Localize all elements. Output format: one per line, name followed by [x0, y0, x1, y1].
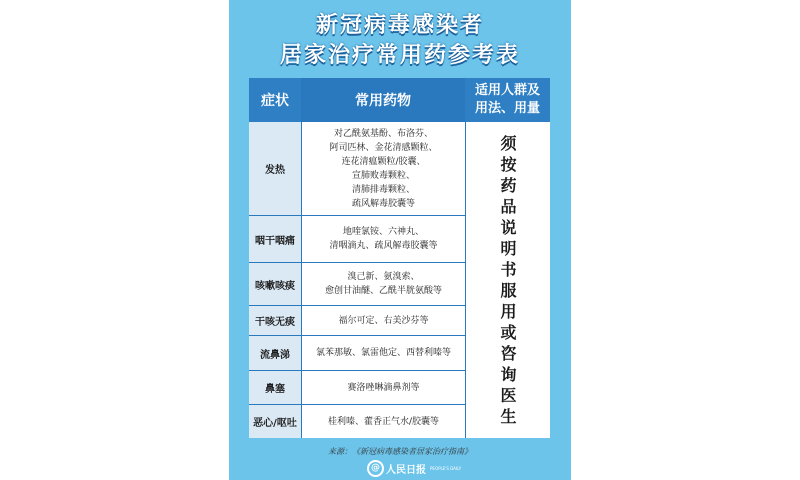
- source-note: 来源：《新冠病毒感染者居家治疗指南》: [328, 447, 472, 456]
- usage-cell: [465, 122, 551, 438]
- logo-subtitle: PEOPLE'S DAILY: [430, 465, 462, 471]
- header-usage-line2: 用法、用量: [474, 101, 540, 116]
- poster: [229, 0, 571, 480]
- symptom-cell: 干咳无痰: [249, 306, 302, 335]
- symptom-cell: 咳嗽咳痰: [249, 263, 302, 305]
- medicine-line: 福尔可定、右美沙芬等: [338, 315, 429, 326]
- peoples-daily-logo: [367, 459, 461, 477]
- medicine-cell: [302, 122, 465, 215]
- medicine-line: 连花清瘟颗粒/胶囊、: [341, 156, 426, 167]
- table-row: [249, 122, 465, 216]
- medicine-line: 阿司匹林、金花清感颗粒、: [329, 142, 438, 153]
- symptom-cell: 恶心/呕吐: [249, 405, 302, 438]
- medicine-table: [249, 78, 550, 438]
- medicine-line: 氯苯那敏、氯雷他定、西替利嗪等: [315, 348, 451, 358]
- medicine-line: 疏风解毒胶囊等: [351, 198, 415, 209]
- poster-title-line2: 居家治疗常用药参考表: [279, 43, 520, 68]
- header-symptom: 症状: [249, 78, 301, 122]
- medicine-cell: [302, 371, 465, 404]
- table-row: [249, 405, 465, 438]
- medicine-cell: [302, 263, 465, 305]
- symptom-cell: 咽干咽痛: [249, 216, 302, 262]
- table-row: [249, 216, 465, 263]
- medicine-line: 清肺排毒颗粒、: [351, 184, 415, 195]
- symptom-cell: 发热: [249, 122, 302, 215]
- header-medicine: 常用药物: [301, 78, 465, 122]
- medicine-line: 桂利嗪、藿香正气水/胶囊等: [327, 416, 440, 427]
- header-usage-line1: 适用人群及: [474, 83, 540, 98]
- medicine-line: 愈创甘油醚、乙酰半胱氨酸等: [324, 286, 442, 296]
- medicine-cell: [302, 336, 465, 370]
- table-row: [249, 263, 465, 306]
- table-row: [249, 371, 465, 405]
- medicine-line: 溴己新、氨溴索、: [347, 272, 420, 282]
- usage-note: 须按药品说明书服用或咨询医生: [500, 134, 517, 426]
- medicine-cell: [302, 306, 465, 335]
- logo-name: 人民日报: [386, 464, 426, 476]
- medicine-line: 对乙酰氨基酚、布洛芬、: [333, 128, 433, 139]
- medicine-line: 宣肺败毒颗粒、: [351, 170, 415, 181]
- medicine-line: 地喹氯铵、六神丸、: [342, 227, 424, 237]
- symptom-cell: 鼻塞: [249, 371, 302, 404]
- at-icon: @: [367, 460, 384, 477]
- symptom-cell: 流鼻涕: [249, 336, 302, 370]
- medicine-cell: [302, 216, 465, 262]
- poster-title-line1: 新冠病毒感染者: [315, 13, 484, 38]
- header-usage: [465, 78, 550, 122]
- medicine-line: 赛洛唑啉滴鼻剂等: [347, 382, 420, 393]
- table-row: [249, 336, 465, 371]
- medicine-cell: [302, 405, 465, 438]
- medicine-line: 清咽滴丸、疏风解毒胶囊等: [329, 241, 438, 251]
- table-row: [249, 306, 465, 336]
